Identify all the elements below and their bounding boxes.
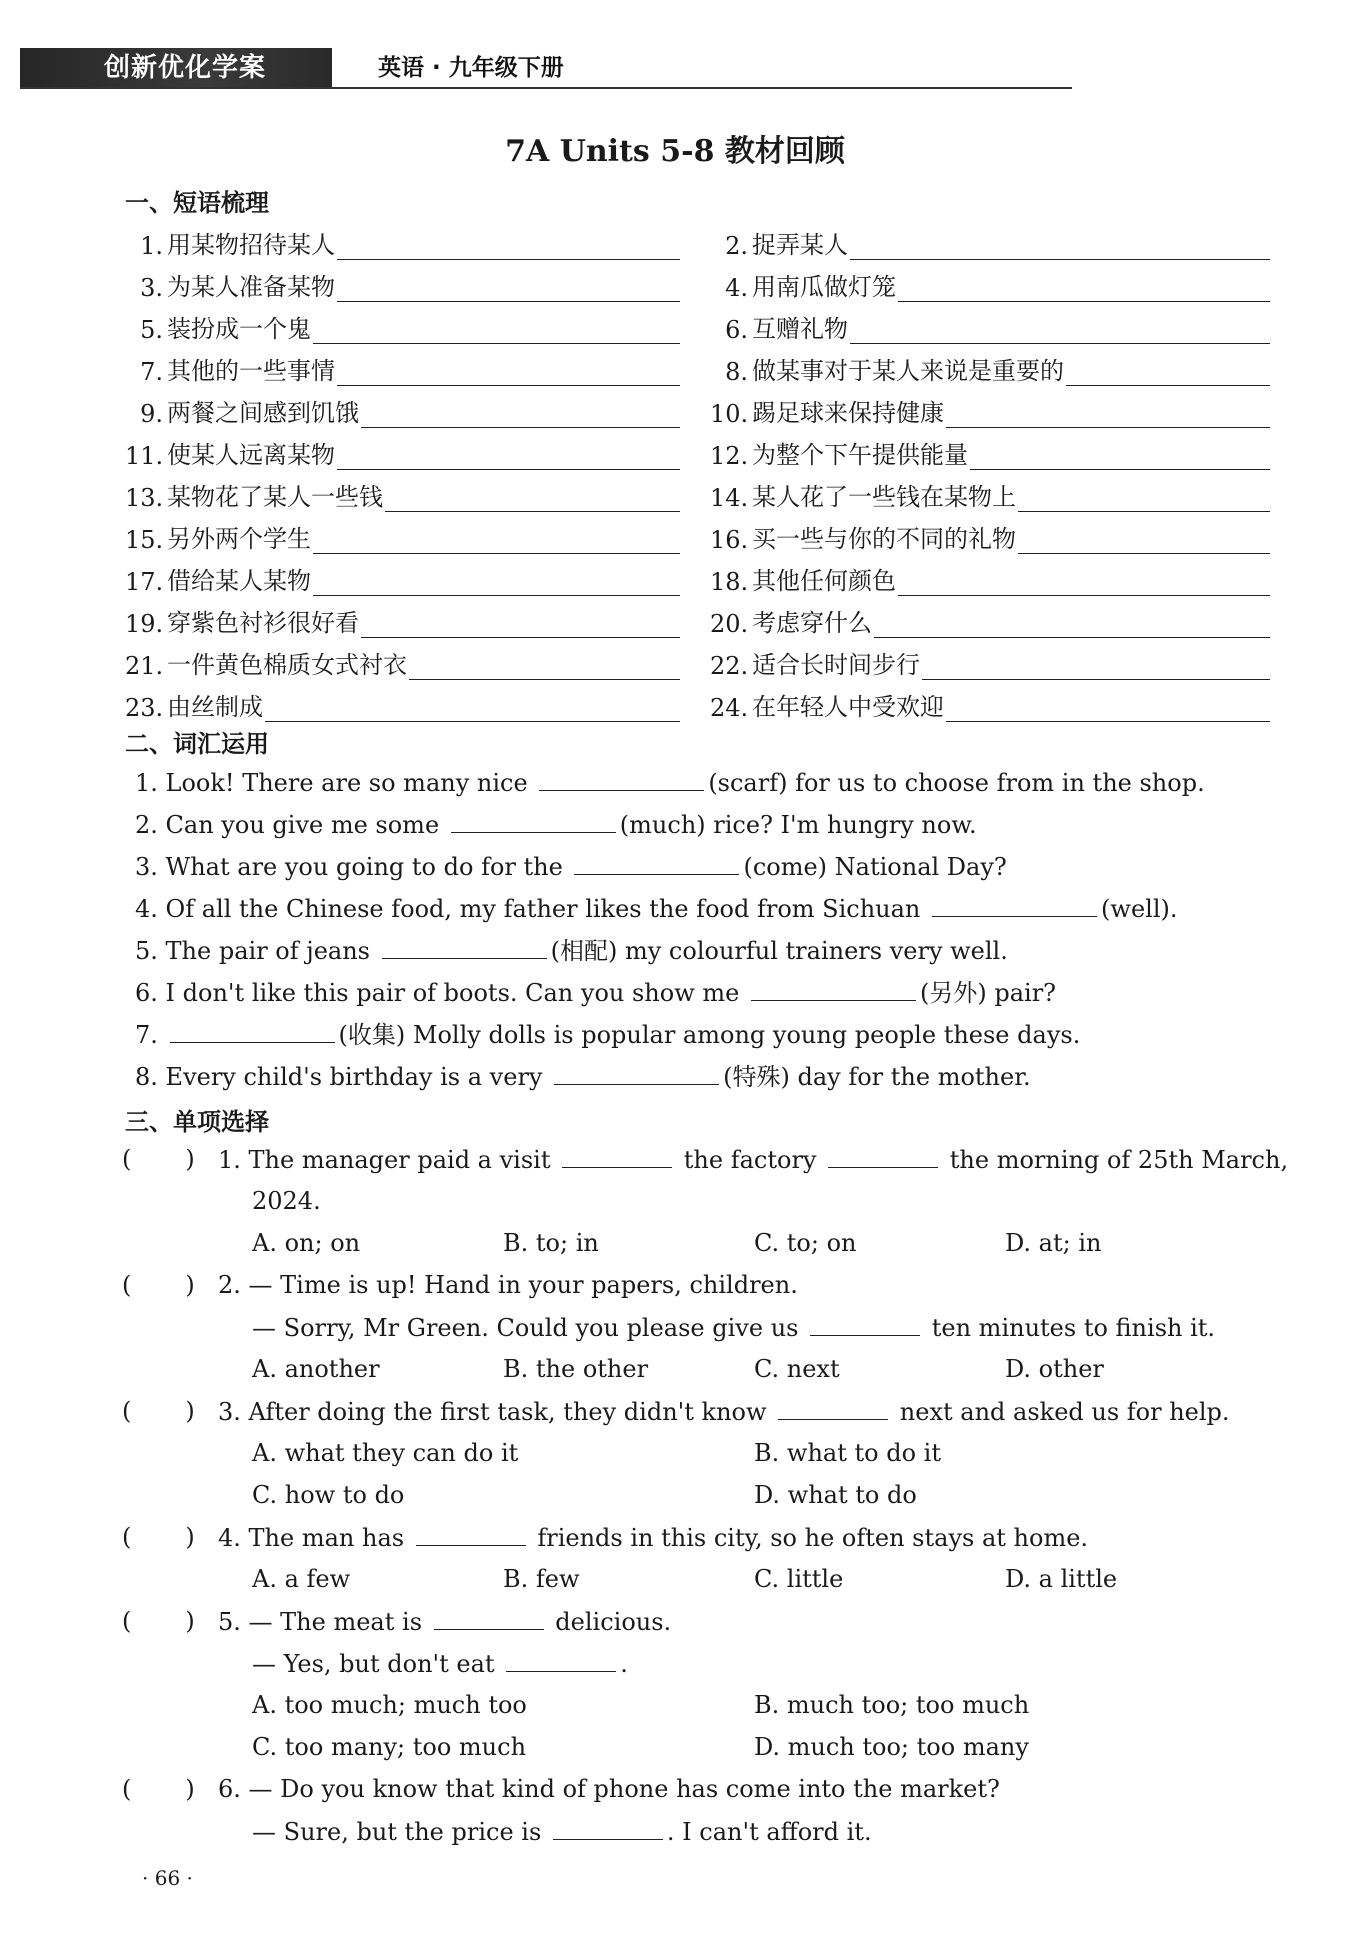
phrase-text: 买一些与你的不同的礼物: [752, 525, 1016, 553]
phrase-item: [710, 308, 1270, 344]
answer-blank[interactable]: [265, 693, 680, 722]
item-number: 5.: [140, 316, 163, 344]
option-a[interactable]: A. too much; much too: [252, 1691, 527, 1719]
phrase-text: 用某物招待某人: [167, 231, 335, 259]
question-6-line-2: [252, 1813, 872, 1849]
section-heading-phrases: 一、短语梳理: [125, 189, 269, 217]
answer-blank[interactable]: [361, 609, 680, 638]
answer-bracket[interactable]: ( ): [122, 1397, 195, 1425]
answer-blank[interactable]: [562, 1141, 672, 1168]
vocab-item-2: [135, 806, 977, 842]
question-text: After doing the first task, they didn't know: [248, 1398, 767, 1426]
section-heading-vocabulary: 二、词汇运用: [125, 730, 269, 758]
phrase-text: 考虑穿什么: [752, 609, 872, 637]
question-number: 3.: [218, 1398, 241, 1426]
item-text: National Day?: [827, 853, 1007, 881]
option-d[interactable]: D. what to do: [754, 1481, 917, 1509]
answer-bracket[interactable]: ( ): [122, 1607, 195, 1635]
vocab-item-4: [135, 890, 1177, 926]
answer-blank[interactable]: [553, 1813, 663, 1840]
answer-blank[interactable]: [382, 932, 547, 959]
item-text: Of all the Chinese food, my father likes the food from Sichuan: [165, 895, 921, 923]
phrase-text: 为某人准备某物: [167, 273, 335, 301]
phrase-item: [125, 224, 680, 260]
phrase-text: 做某事对于某人来说是重要的: [752, 357, 1064, 385]
item-text: Look! There are so many nice: [165, 769, 528, 797]
phrase-item: [125, 602, 680, 638]
question-5-line-2: [252, 1645, 628, 1681]
option-c[interactable]: C. to; on: [754, 1229, 857, 1257]
phrase-text: 为整个下午提供能量: [752, 441, 968, 469]
answer-bracket[interactable]: ( ): [122, 1271, 195, 1299]
answer-blank[interactable]: [946, 693, 1270, 722]
item-number: 10.: [710, 400, 749, 428]
section-heading-multiple-choice: 三、单项选择: [125, 1108, 269, 1136]
answer-blank[interactable]: [932, 890, 1097, 917]
answer-blank[interactable]: [416, 1519, 526, 1546]
phrase-item: [125, 644, 680, 680]
vocab-item-7: [135, 1016, 1080, 1052]
option-c[interactable]: C. little: [754, 1565, 844, 1593]
phrase-item: [710, 224, 1270, 260]
answer-blank[interactable]: [751, 974, 916, 1001]
question-text: The man has: [248, 1524, 405, 1552]
phrase-text: 踢足球来保持健康: [752, 399, 944, 427]
answer-blank[interactable]: [970, 441, 1270, 470]
item-number: 21.: [125, 652, 164, 680]
item-number: 24.: [710, 694, 749, 722]
question-1: [218, 1141, 1288, 1177]
answer-blank[interactable]: [898, 273, 1270, 302]
phrase-text: 装扮成一个鬼: [167, 315, 311, 343]
phrase-text: 某人花了一些钱在某物上: [752, 483, 1016, 511]
question-3: [218, 1393, 1230, 1429]
phrase-item: [710, 392, 1270, 428]
question-text: — Sure, but the price is: [252, 1818, 542, 1846]
answer-blank[interactable]: [170, 1016, 335, 1043]
item-text: I don't like this pair of boots. Can you show me: [165, 979, 740, 1007]
question-text: . I can't afford it.: [666, 1818, 872, 1846]
word-hint: (come): [743, 853, 828, 881]
phrase-item: [710, 266, 1270, 302]
item-number: 16.: [710, 526, 749, 554]
question-text: friends in this city, so he often stays at home.: [537, 1524, 1089, 1552]
answer-blank[interactable]: [451, 806, 616, 833]
phrase-text: 穿紫色衬衫很好看: [167, 609, 359, 637]
option-b[interactable]: B. much too; too much: [754, 1691, 1030, 1719]
answer-blank[interactable]: [778, 1393, 888, 1420]
answer-blank[interactable]: [313, 525, 680, 554]
vocab-item-8: [135, 1058, 1031, 1094]
phrase-item: [710, 560, 1270, 596]
item-text: Molly dolls is popular among young people these days.: [405, 1021, 1081, 1049]
question-4: [218, 1519, 1088, 1555]
item-number: 4.: [135, 895, 158, 923]
phrase-item: [125, 266, 680, 302]
phrase-text: 在年轻人中受欢迎: [752, 693, 944, 721]
question-number: 6.: [218, 1775, 241, 1803]
phrase-text: 一件黄色棉质女式衬衣: [167, 651, 407, 679]
question-text: The manager paid a visit: [248, 1146, 551, 1174]
item-number: 3.: [135, 853, 158, 881]
brand-logo-text: 创新优化学案: [104, 53, 267, 83]
answer-blank[interactable]: [574, 848, 739, 875]
item-number: 1.: [135, 769, 158, 797]
option-d[interactable]: D. at; in: [1005, 1229, 1102, 1257]
answer-blank[interactable]: [850, 315, 1270, 344]
answer-blank[interactable]: [946, 399, 1270, 428]
item-number: 20.: [710, 610, 749, 638]
word-hint: (well).: [1101, 895, 1178, 923]
phrase-item: [125, 350, 680, 386]
item-number: 9.: [140, 400, 163, 428]
word-hint: (特殊): [723, 1063, 790, 1091]
phrase-item: [710, 644, 1270, 680]
question-number: 2.: [218, 1271, 241, 1299]
phrase-text: 两餐之间感到饥饿: [167, 399, 359, 427]
item-number: 6.: [725, 316, 748, 344]
item-text: Can you give me some: [165, 811, 440, 839]
option-a[interactable]: A. what they can do it: [252, 1439, 519, 1467]
answer-blank[interactable]: [539, 764, 704, 791]
item-number: 12.: [710, 442, 749, 470]
phrase-text: 互赠礼物: [752, 315, 848, 343]
vocab-item-1: [135, 764, 1205, 800]
item-text: day for the mother.: [789, 1063, 1031, 1091]
option-b[interactable]: B. what to do it: [754, 1439, 941, 1467]
item-text: What are you going to do for the: [165, 853, 563, 881]
answer-blank[interactable]: [434, 1603, 544, 1630]
header-divider: [20, 87, 1072, 89]
phrase-item: [710, 434, 1270, 470]
question-number: 5.: [218, 1608, 241, 1636]
item-number: 18.: [710, 568, 749, 596]
item-number: 5.: [135, 937, 158, 965]
phrase-item: [710, 602, 1270, 638]
item-number: 8.: [725, 358, 748, 386]
answer-bracket[interactable]: ( ): [122, 1775, 195, 1803]
answer-blank[interactable]: [1066, 357, 1270, 386]
question-2: [218, 1267, 798, 1303]
answer-blank[interactable]: [409, 651, 680, 680]
question-6: [218, 1771, 1000, 1807]
question-text: next and asked us for help.: [899, 1398, 1230, 1426]
answer-blank[interactable]: [313, 315, 680, 344]
page-title: 7A Units 5-8 教材回顾: [505, 134, 845, 169]
book-subject: 英语 · 九年级下册: [378, 55, 564, 81]
question-number: 4.: [218, 1524, 241, 1552]
option-a[interactable]: A. a few: [252, 1565, 351, 1593]
question-number: 1.: [218, 1146, 241, 1174]
answer-blank[interactable]: [337, 357, 680, 386]
phrase-item: [710, 686, 1270, 722]
question-text: .: [620, 1650, 628, 1678]
option-a[interactable]: A. another: [252, 1355, 380, 1383]
phrase-text: 其他的一些事情: [167, 357, 335, 385]
question-5: [218, 1603, 671, 1639]
option-c[interactable]: C. next: [754, 1355, 840, 1383]
answer-bracket[interactable]: ( ): [122, 1145, 195, 1173]
answer-blank[interactable]: [874, 609, 1270, 638]
question-text: — Time is up! Hand in your papers, children.: [248, 1271, 798, 1299]
item-number: 17.: [125, 568, 164, 596]
phrase-item: [710, 350, 1270, 386]
phrase-text: 适合长时间步行: [752, 651, 920, 679]
option-c[interactable]: C. too many; too much: [252, 1733, 527, 1761]
item-text: The pair of jeans: [165, 937, 370, 965]
option-b[interactable]: B. to; in: [503, 1229, 599, 1257]
item-number: 8.: [135, 1063, 158, 1091]
item-text: rice? I'm hungry now.: [705, 811, 977, 839]
page-number: · 66 ·: [142, 1866, 193, 1890]
phrase-item: [125, 560, 680, 596]
phrase-item: [710, 518, 1270, 554]
phrase-text: 借给某人某物: [167, 567, 311, 595]
item-number: 14.: [710, 484, 749, 512]
answer-blank[interactable]: [361, 399, 680, 428]
answer-blank[interactable]: [554, 1058, 719, 1085]
option-b[interactable]: B. the other: [503, 1355, 649, 1383]
answer-blank[interactable]: [337, 441, 680, 470]
option-d[interactable]: D. much too; too many: [754, 1733, 1029, 1761]
vocab-item-3: [135, 848, 1007, 884]
option-c[interactable]: C. how to do: [252, 1481, 405, 1509]
question-text: — Sorry, Mr Green. Could you please give us: [252, 1314, 799, 1342]
option-d[interactable]: D. other: [1005, 1355, 1104, 1383]
question-text: delicious.: [555, 1608, 672, 1636]
phrase-text: 其他任何颜色: [752, 567, 896, 595]
answer-blank[interactable]: [850, 231, 1270, 260]
phrase-item: [125, 392, 680, 428]
answer-blank[interactable]: [337, 231, 680, 260]
phrase-item: [125, 476, 680, 512]
option-a[interactable]: A. on; on: [252, 1229, 361, 1257]
question-text-continued: 2024.: [252, 1187, 321, 1215]
answer-blank[interactable]: [313, 567, 680, 596]
item-number: 1.: [140, 232, 163, 260]
phrase-text: 捉弄某人: [752, 231, 848, 259]
answer-blank[interactable]: [828, 1141, 938, 1168]
item-number: 3.: [140, 274, 163, 302]
vocab-item-6: [135, 974, 1056, 1010]
answer-blank[interactable]: [922, 651, 1270, 680]
question-text: — Do you know that kind of phone has come into the market?: [248, 1775, 1000, 1803]
item-number: 23.: [125, 694, 164, 722]
answer-blank[interactable]: [810, 1309, 920, 1336]
item-text: my colourful trainers very well.: [617, 937, 1008, 965]
question-text: ten minutes to finish it.: [931, 1314, 1216, 1342]
question-text: the morning of 25th March,: [949, 1146, 1289, 1174]
item-text: Every child's birthday is a very: [165, 1063, 543, 1091]
answer-blank[interactable]: [898, 567, 1270, 596]
item-text: for us to choose from in the shop.: [787, 769, 1205, 797]
phrase-text: 使某人远离某物: [167, 441, 335, 469]
answer-blank[interactable]: [1018, 483, 1270, 512]
phrase-item: [125, 434, 680, 470]
answer-blank[interactable]: [1018, 525, 1270, 554]
item-text: pair?: [986, 979, 1057, 1007]
item-number: 7.: [135, 1021, 158, 1049]
item-number: 4.: [725, 274, 748, 302]
question-text: the factory: [683, 1146, 817, 1174]
answer-bracket[interactable]: ( ): [122, 1523, 195, 1551]
item-number: 22.: [710, 652, 749, 680]
item-number: 2.: [135, 811, 158, 839]
word-hint: (相配): [550, 937, 618, 965]
item-number: 19.: [125, 610, 164, 638]
answer-blank[interactable]: [337, 273, 680, 302]
question-text: — The meat is: [248, 1608, 423, 1636]
phrase-text: 用南瓜做灯笼: [752, 273, 896, 301]
word-hint: (收集): [338, 1021, 406, 1049]
word-hint: (scarf): [708, 769, 788, 797]
phrase-text: 另外两个学生: [167, 525, 311, 553]
phrase-text: 由丝制成: [167, 693, 263, 721]
item-number: 2.: [725, 232, 748, 260]
option-d[interactable]: D. a little: [1005, 1565, 1118, 1593]
phrase-item: [125, 518, 680, 554]
answer-blank[interactable]: [506, 1645, 616, 1672]
word-hint: (much): [619, 811, 706, 839]
item-number: 6.: [135, 979, 158, 1007]
phrase-item: [710, 476, 1270, 512]
question-2-line-2: [252, 1309, 1215, 1345]
question-text: — Yes, but don't eat: [252, 1650, 495, 1678]
phrase-item: [125, 308, 680, 344]
word-hint: (另外): [919, 979, 987, 1007]
item-number: 7.: [140, 358, 163, 386]
phrase-text: 某物花了某人一些钱: [167, 483, 383, 511]
item-number: 13.: [125, 484, 164, 512]
item-number: 11.: [125, 442, 164, 470]
answer-blank[interactable]: [385, 483, 680, 512]
option-b[interactable]: B. few: [503, 1565, 580, 1593]
phrase-item: [125, 686, 680, 722]
vocab-item-5: [135, 932, 1008, 968]
item-number: 15.: [125, 526, 164, 554]
